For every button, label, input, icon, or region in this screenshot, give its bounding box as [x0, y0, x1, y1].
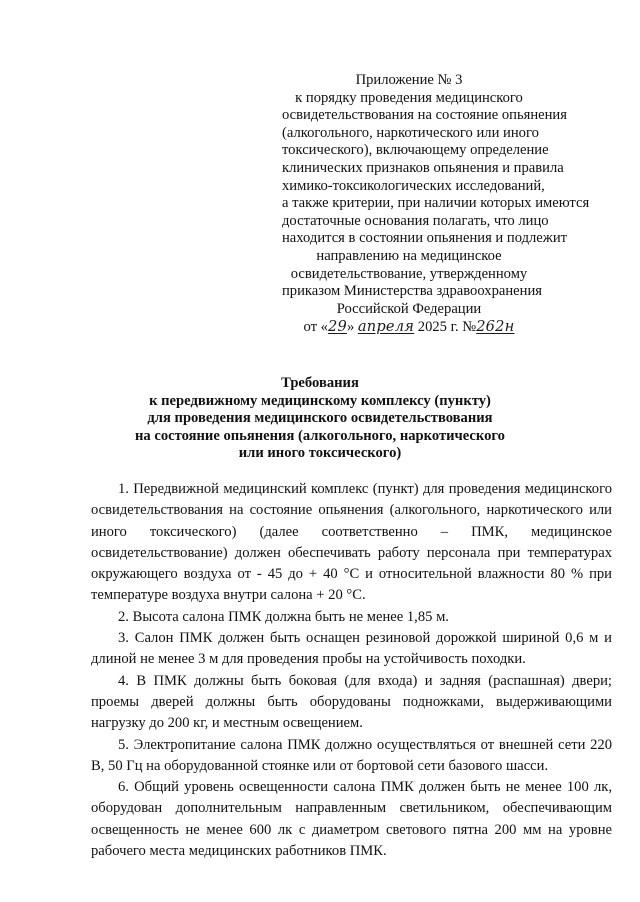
requirement-paragraph: 3. Салон ПМК должен быть оснащен резиновой дорожкой шириной 0,6 м и длиной не менее 3 м для проведения пробы на устойчивость походки. [91, 630, 612, 668]
document-title [100, 375, 540, 463]
requirement-paragraph: 1. Передвижной медицинский комплекс (пункт) для проведения медицинского освидетельствования на состояние опьянения (алкогольного, наркотического или иного токсического) (далее соответственно – ПМК, медицинское освидетельствование) должен обеспечивать работу персонала при температурах окружающего воздуха от - 45 до + 40 °С и относительной влажности 80 % при температуре воздуха внутри салона + 20 °С. [91, 481, 612, 604]
title-line: на состояние опьянения (алкогольного, наркотического [135, 427, 505, 444]
handwritten-month: апреля [357, 318, 415, 336]
title-line: или иного токсического) [238, 445, 402, 462]
appendix-line: к порядку проведения медицинского [295, 89, 523, 106]
appendix-line: Российской Федерации [336, 300, 482, 317]
requirement-paragraph: 5. Электропитание салона ПМК должно осуществляться от внешней сети 220 В, 50 Гц на оборудованной стоянке или от бортовой сети базового шасси. [91, 736, 612, 774]
appendix-line: а также критерии, при наличии которых имеются [282, 195, 590, 212]
appendix-line: направлению на медицинское [316, 247, 502, 264]
appendix-line: приказом Министерства здравоохранения [282, 283, 542, 300]
order-date-line [282, 318, 536, 337]
appendix-line: клинических признаков опьянения и правила [282, 159, 564, 176]
appendix-line: освидетельствование, утвержденному [290, 265, 528, 282]
appendix-line: находится в состоянии опьянения и подлежит [282, 230, 568, 247]
date-year: 2025 г. № [417, 319, 477, 336]
requirement-paragraph: 6. Общий уровень освещенности салона ПМК должен быть не менее 100 лк, оборудован дополнительным направленным светильником, обеспечивающим освещенность не менее 600 лк с диаметром светового пятна 200 мм на уровне рабочего места медицинских работников ПМК. [91, 779, 612, 860]
appendix-header [282, 72, 590, 337]
title-line: к передвижному медицинскому комплексу (пункту) [149, 392, 491, 409]
document-body [91, 479, 612, 862]
date-prefix: от « [303, 319, 328, 336]
appendix-line: (алкогольного, наркотического или иного [282, 124, 539, 141]
appendix-line: достаточные основания полагать, что лицо [282, 212, 549, 229]
requirement-paragraph: 4. В ПМК должны быть боковая (для входа) и задняя (распашная) двери; проемы дверей должны быть оборудованы подножками, выдерживающими нагрузку до 200 кг, и местным освещением. [91, 672, 612, 732]
appendix-line: Приложение № 3 [355, 72, 463, 88]
handwritten-day: 29 [327, 318, 347, 336]
title-line: Требования [281, 375, 359, 391]
requirement-paragraph: 2. Высота салона ПМК должна быть не менее 1,85 м. [118, 608, 449, 625]
handwritten-order-number: 262н [476, 318, 515, 336]
date-quote: » [346, 319, 355, 336]
title-line: для проведения медицинского освидетельствования [147, 410, 493, 427]
appendix-line: освидетельствования на состояние опьянения [282, 107, 567, 124]
appendix-line: токсического), включающему определение [282, 142, 549, 159]
appendix-line: химико-токсикологических исследований, [282, 177, 545, 194]
